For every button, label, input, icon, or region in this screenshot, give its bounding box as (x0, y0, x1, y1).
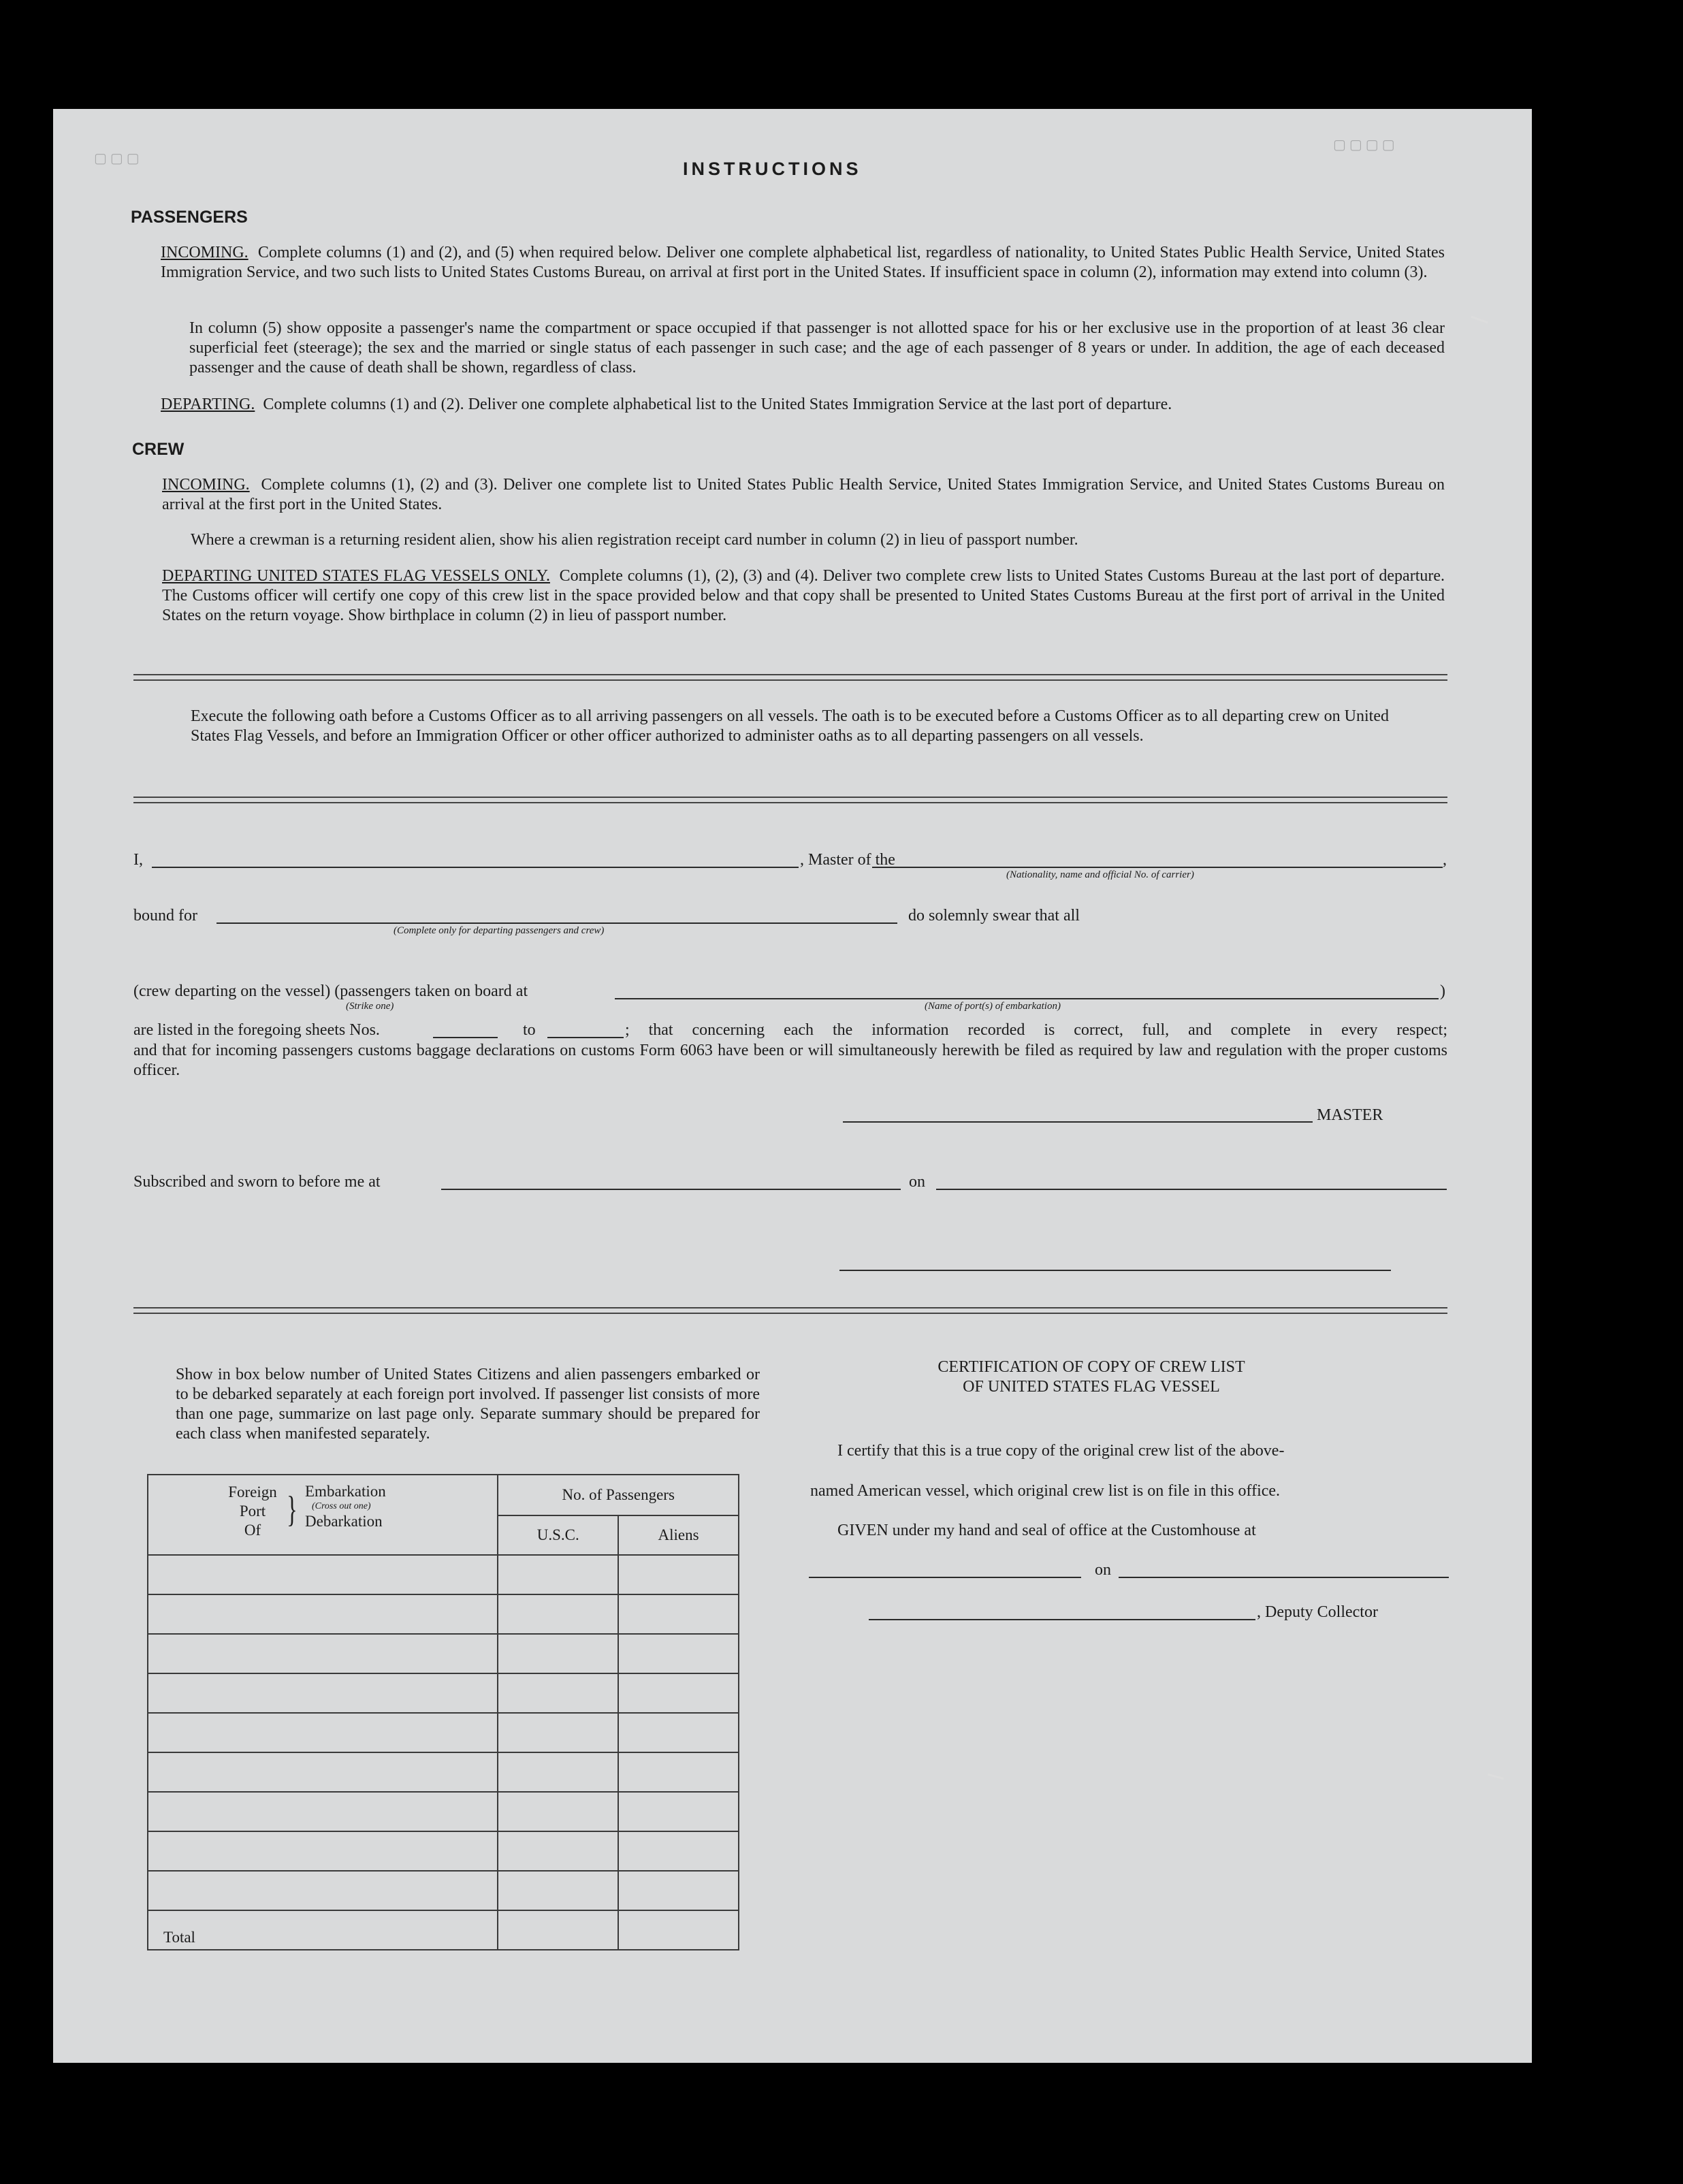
crew-heading: CREW (132, 440, 185, 459)
certification-title-line2: OF UNITED STATES FLAG VESSEL (963, 1378, 1220, 1396)
to-label: to (523, 1021, 536, 1039)
deputy-signature-field[interactable] (869, 1619, 1255, 1620)
usc-cell[interactable] (498, 1792, 618, 1831)
listed-rest: ; that concerning each the information recorded is correct, full, and complete in every respect; (625, 1021, 1447, 1039)
crew-departing-lead: DEPARTING UNITED STATES FLAG VESSELS ONLY. (162, 567, 550, 585)
table-row (148, 1871, 739, 1910)
usc-cell[interactable] (498, 1594, 618, 1634)
passengers-incoming-paragraph (161, 243, 1445, 283)
comma: , (1443, 851, 1447, 869)
cert-on-label: on (1095, 1561, 1111, 1579)
of-label: Of (244, 1522, 261, 1539)
sheet-to-field[interactable] (547, 1037, 624, 1038)
usc-cell[interactable] (498, 1555, 618, 1594)
port-header-cell (148, 1475, 498, 1555)
crew-resident-paragraph: Where a crewman is a returning resident alien, show his alien registration receipt card number in column (2) in lieu of passport number. (191, 531, 1078, 549)
bound-for-label: bound for (133, 907, 197, 925)
port-cell[interactable] (148, 1752, 498, 1792)
bleed-through-text: ▢ ▢ ▢ (94, 151, 140, 166)
foreign-label: Foreign (228, 1483, 277, 1500)
port-embarkation-field[interactable] (615, 998, 1439, 999)
bleed-through-text: ▢ ▢ ▢ ▢ (1333, 138, 1395, 152)
passengers-departing-paragraph (161, 395, 1445, 415)
aliens-cell[interactable] (618, 1594, 739, 1634)
cert-date-field[interactable] (1119, 1577, 1449, 1578)
total-row (148, 1910, 739, 1950)
listed-rest2: and that for incoming passengers customs baggage declarations on customs Form 6063 have been or will simultaneously herewith be filed as required by law and regulation with the proper customs officer. (133, 1042, 1447, 1079)
given-label: GIVEN under my hand and seal of office at the Customhouse at (837, 1522, 1256, 1539)
close-paren: ) (1440, 982, 1445, 1000)
summary-instructions: Show in box below number of United States Citizens and alien passengers embarked or to be debarked separately at each foreign port involved. If passenger list consists of more than one page, summarize on last page only. Separate summary should be prepared for each class when manifested separately. (176, 1366, 760, 1443)
bound-caption: (Complete only for departing passengers and crew) (394, 925, 605, 936)
certify-line1: I certify that this is a true copy of the original crew list of the above- (837, 1442, 1285, 1460)
usc-cell[interactable] (498, 1752, 618, 1792)
aliens-cell[interactable] (618, 1634, 739, 1673)
listed-in-label: are listed in the foregoing sheets Nos. (133, 1021, 380, 1039)
divider (133, 674, 1447, 681)
subscribed-label: Subscribed and sworn to before me at (133, 1173, 381, 1191)
brace: } (287, 1489, 298, 1530)
crew-incoming-paragraph (162, 475, 1445, 515)
table-row (148, 1713, 739, 1752)
crew-incoming-lead: INCOMING. (162, 476, 250, 494)
passengers-heading: PASSENGERS (131, 208, 248, 227)
column5-paragraph: In column (5) show opposite a passenger's name the compartment or space occupied if that passenger is not allotted space for his or her exclusive use in the proportion of at least 36 clear superficial feet (steerage); the sex and the married or single status of each passenger in such case; and the age of each passenger of 8 years or under. In addition, the age of each deceased passenger and the cause of death shall be shown, regardless of class. (189, 319, 1445, 376)
port-cell[interactable] (148, 1871, 498, 1910)
form-page (53, 109, 1532, 2063)
customhouse-field[interactable] (809, 1577, 1081, 1578)
table-row (148, 1673, 739, 1713)
bound-for-field[interactable] (217, 922, 897, 924)
usc-cell[interactable] (498, 1871, 618, 1910)
total-label: Total (148, 1910, 498, 1950)
table-row (148, 1634, 739, 1673)
aliens-header: Aliens (618, 1515, 739, 1555)
debarkation-label: Debarkation (305, 1513, 383, 1530)
aliens-cell[interactable] (618, 1831, 739, 1871)
passenger-summary-table (147, 1474, 739, 1950)
crew-incoming-text: Complete columns (1), (2) and (3). Deliver one complete list to United States Public Health Service, United States Immigration Service, and United States Customs Bureau on arrival at the first port in the United States. (162, 476, 1445, 513)
port-label: Port (239, 1503, 266, 1520)
carrier-caption: (Nationality, name and official No. of carrier) (1006, 869, 1194, 880)
table-row (148, 1792, 739, 1831)
table-row (148, 1752, 739, 1792)
crew-departing-text: Complete columns (1), (2), (3) and (4). Deliver two complete crew lists to United States Customs Bureau at the last port of departure. The Customs officer will certify one copy of this crew list in the space provided below and that copy shall be presented to United States Customs Bureau at the first port of arrival in the United States on the return voyage. Show birthplace in column (2) in lieu of passport number. (162, 567, 1445, 624)
master-of-the-label: , Master of the (800, 851, 895, 869)
aliens-cell[interactable] (618, 1871, 739, 1910)
oath-i-label: I, (133, 851, 143, 869)
crew-departing-paragraph (162, 566, 1445, 626)
divider (133, 1307, 1447, 1314)
no-passengers-header: No. of Passengers (498, 1475, 739, 1515)
crew-departing-label: (crew departing on the vessel) (passengers taken on board at (133, 982, 528, 1000)
aliens-total-cell[interactable] (618, 1910, 739, 1950)
master-name-field[interactable] (152, 867, 799, 868)
aliens-cell[interactable] (618, 1792, 739, 1831)
port-cell[interactable] (148, 1634, 498, 1673)
aliens-cell[interactable] (618, 1555, 739, 1594)
usc-header: U.S.C. (498, 1515, 618, 1555)
usc-cell[interactable] (498, 1634, 618, 1673)
passengers-incoming-lead: INCOMING. (161, 244, 249, 261)
aliens-cell[interactable] (618, 1673, 739, 1713)
port-cell[interactable] (148, 1792, 498, 1831)
usc-cell[interactable] (498, 1831, 618, 1871)
usc-cell[interactable] (498, 1673, 618, 1713)
sworn-place-field[interactable] (441, 1189, 901, 1190)
sworn-date-field[interactable] (936, 1189, 1447, 1190)
port-cell[interactable] (148, 1713, 498, 1752)
port-caption: (Name of port(s) of embarkation) (925, 1001, 1061, 1012)
master-label: MASTER (1317, 1106, 1383, 1124)
table-row (148, 1594, 739, 1634)
oath-instructions: Execute the following oath before a Customs Officer as to all arriving passengers on all vessels. The oath is to be executed before a Customs Officer as to all departing crew on United States Flag Vessels, and before an Immigration Officer or other officer authorized to administer oaths as to all departing passengers on all vessels. (191, 707, 1389, 745)
divider (133, 797, 1447, 803)
aliens-cell[interactable] (618, 1713, 739, 1752)
on-label: on (909, 1173, 925, 1191)
passengers-departing-lead: DEPARTING. (161, 396, 255, 413)
officer-signature-field[interactable] (839, 1270, 1391, 1271)
passengers-incoming-text: Complete columns (1) and (2), and (5) when required below. Deliver one complete alphabetical list, regardless of nationality, to United States Public Health Service, United States Immigration Service, and two such lists to United States Customs Bureau, on arrival at first port in the United States. If insufficient space in column (2), information may extend into column (3). (161, 244, 1445, 281)
aliens-cell[interactable] (618, 1752, 739, 1792)
cross-out-label: (Cross out one) (312, 1501, 371, 1511)
port-cell[interactable] (148, 1831, 498, 1871)
table-row (148, 1831, 739, 1871)
carrier-field[interactable] (872, 867, 1443, 868)
master-signature-field[interactable] (843, 1121, 1313, 1123)
passengers-departing-text: Complete columns (1) and (2). Deliver one complete alphabetical list to the United States Immigration Service at the last port of departure. (263, 396, 1172, 413)
usc-cell[interactable] (498, 1713, 618, 1752)
port-cell[interactable] (148, 1594, 498, 1634)
port-cell[interactable] (148, 1555, 498, 1594)
certification-title-line1: CERTIFICATION OF COPY OF CREW LIST (937, 1358, 1245, 1376)
deputy-collector-label: , Deputy Collector (1257, 1603, 1378, 1621)
strike-one-caption: (Strike one) (346, 1001, 394, 1012)
usc-total-cell[interactable] (498, 1910, 618, 1950)
embarkation-label: Embarkation (305, 1483, 386, 1500)
sheet-from-field[interactable] (433, 1037, 498, 1038)
table-row (148, 1555, 739, 1594)
page-title: INSTRUCTIONS (683, 159, 862, 179)
swear-label: do solemnly swear that all (908, 907, 1080, 925)
certify-line2: named American vessel, which original crew list is on file in this office. (810, 1482, 1281, 1500)
port-cell[interactable] (148, 1673, 498, 1713)
